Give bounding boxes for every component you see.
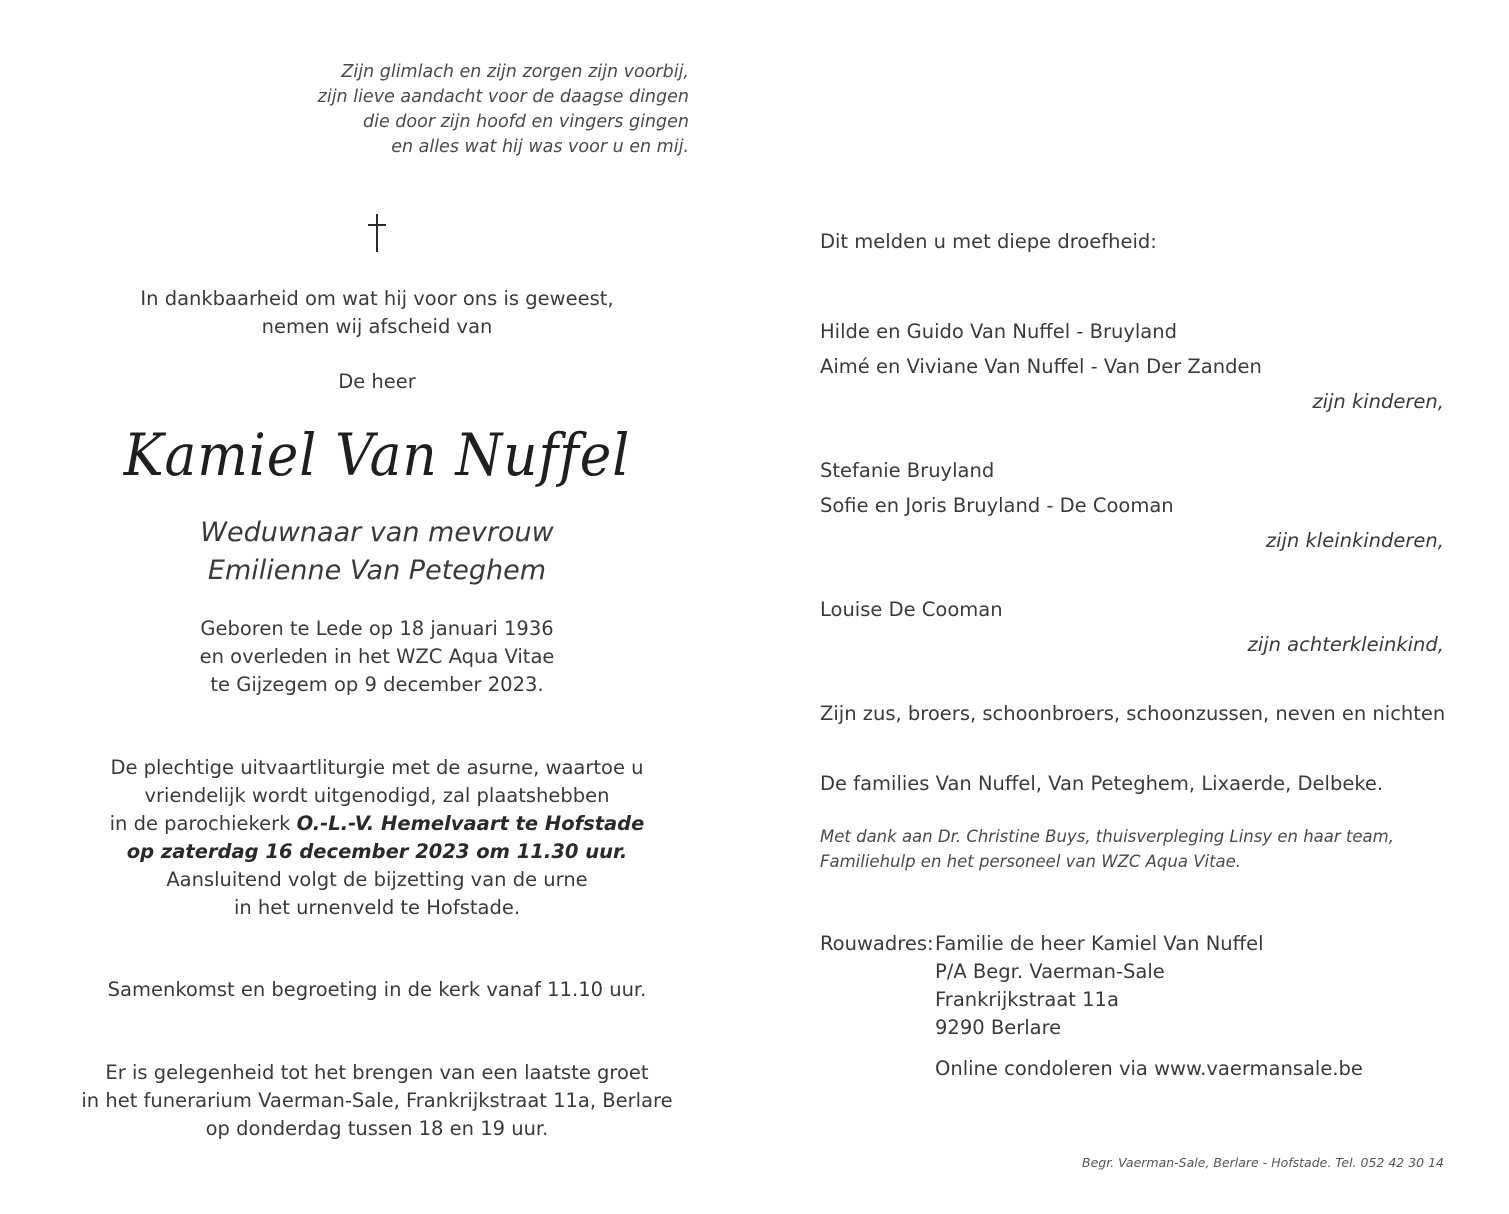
- liturgy-line: Aansluitend volgt de bijzetting van de urne: [166, 868, 588, 891]
- church-name: O.-L.-V. Hemelvaart te Hofstade: [296, 812, 645, 835]
- liturgy-line: De plechtige uitvaartliturgie met de asurne, waartoe u: [110, 756, 644, 779]
- liturgy-line: [60, 810, 694, 838]
- announcement: Dit melden u met diepe droefheid:: [820, 230, 1157, 253]
- greatgrandchildren-role: zijn achterkleinkind,: [1247, 633, 1444, 656]
- farewell-line: Er is gelegenheid tot het brengen van een laatste groet: [105, 1061, 649, 1084]
- deceased-name: Kamiel Van Nuffel: [123, 421, 631, 489]
- poem-line: Zijn glimlach en zijn zorgen zijn voorbij,: [341, 62, 689, 82]
- liturgy-date: op zaterdag 16 december 2023 om 11.30 uur.: [126, 840, 628, 863]
- address-block: [935, 930, 1264, 1042]
- born-line: Geboren te Lede op 18 januari 1936: [200, 617, 554, 640]
- poem-line: die door zijn hoofd en vingers gingen: [363, 112, 689, 132]
- intro-line: nemen wij afscheid van: [261, 315, 493, 338]
- grandchild-name: Sofie en Joris Bruyland - De Cooman: [820, 494, 1174, 517]
- widow-line: Weduwnaar van mevrouw: [200, 517, 554, 548]
- child-name: Aimé en Viviane Van Nuffel - Van Der Zanden: [820, 355, 1262, 378]
- gathering-info: Samenkomst en begroeting in de kerk vanaf 11.10 uur.: [107, 978, 647, 1001]
- liturgy-info: [60, 754, 694, 922]
- child-name: Hilde en Guido Van Nuffel - Bruyland: [820, 320, 1177, 343]
- address-line: 9290 Berlare: [935, 1016, 1062, 1039]
- farewell-line: op donderdag tussen 18 en 19 uur.: [205, 1117, 549, 1140]
- liturgy-prefix: in de parochiekerk: [109, 812, 297, 835]
- intro-line: In dankbaarheid om wat hij voor ons is geweest,: [140, 287, 614, 310]
- born-line: en overleden in het WZC Aqua Vitae: [199, 645, 555, 668]
- liturgy-line: vriendelijk wordt uitgenodigd, zal plaatshebben: [144, 784, 610, 807]
- farewell-info: [60, 1059, 694, 1143]
- birth-death-info: [60, 615, 694, 699]
- cross-icon: [362, 212, 392, 254]
- born-line: te Gijzegem op 9 december 2023.: [210, 673, 544, 696]
- poem-line: zijn lieve aandacht voor de daagse dingen: [317, 87, 689, 107]
- intro-text: [60, 285, 694, 341]
- honorific: De heer: [338, 370, 416, 393]
- address-label: Rouwadres:: [820, 932, 934, 955]
- siblings-line: Zijn zus, broers, schoonbroers, schoonzussen, neven en nichten: [820, 702, 1446, 725]
- grandchild-name: Stefanie Bruyland: [820, 459, 995, 482]
- poem-line: en alles wat hij was voor u en mij.: [391, 137, 689, 157]
- grandchildren-role: zijn kleinkinderen,: [1265, 529, 1444, 552]
- widow-line: Emilienne Van Peteghem: [207, 555, 547, 586]
- thanks-text: [820, 824, 1394, 874]
- poem: [318, 60, 689, 160]
- address-line: Frankrijkstraat 11a: [935, 988, 1119, 1011]
- widow-text: [60, 514, 694, 590]
- greatgrandchild-name: Louise De Cooman: [820, 598, 1003, 621]
- thanks-line: Familiehulp en het personeel van WZC Aqua Vitae.: [820, 852, 1242, 871]
- online-condolence-link[interactable]: Online condoleren via www.vaermansale.be: [935, 1057, 1363, 1080]
- address-line: P/A Begr. Vaerman-Sale: [935, 960, 1165, 983]
- thanks-line: Met dank aan Dr. Christine Buys, thuisverpleging Linsy en haar team,: [820, 827, 1394, 846]
- children-role: zijn kinderen,: [1312, 390, 1444, 413]
- footer-credit: Begr. Vaerman-Sale, Berlare - Hofstade. Tel. 052 42 30 14: [1082, 1155, 1444, 1170]
- farewell-line: in het funerarium Vaerman-Sale, Frankrijkstraat 11a, Berlare: [81, 1089, 673, 1112]
- families-line: De families Van Nuffel, Van Peteghem, Lixaerde, Delbeke.: [820, 772, 1384, 795]
- address-line: Familie de heer Kamiel Van Nuffel: [935, 932, 1264, 955]
- liturgy-line: in het urnenveld te Hofstade.: [233, 896, 521, 919]
